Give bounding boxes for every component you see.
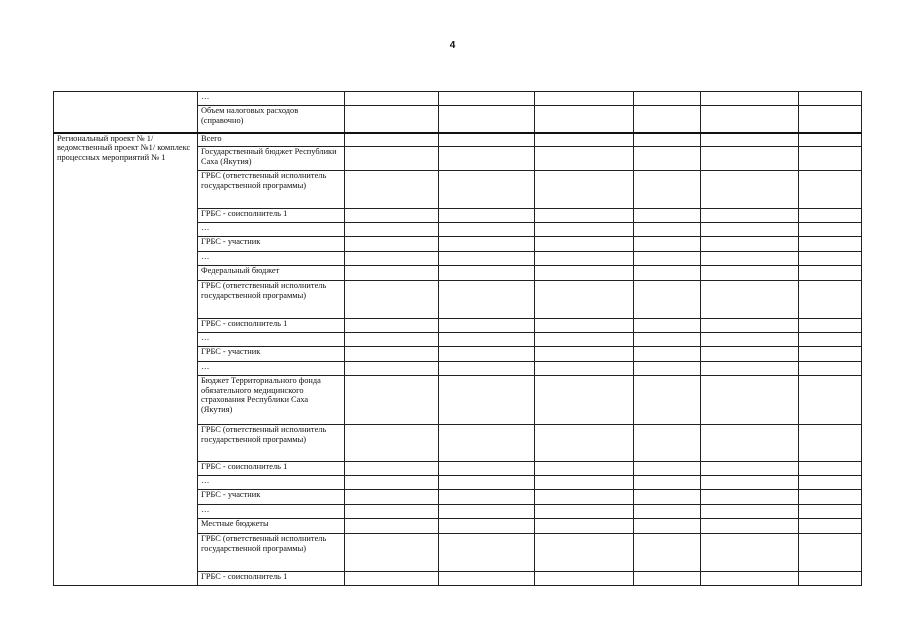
- value-cell: [799, 490, 862, 505]
- value-cell: [439, 519, 535, 534]
- row-label: ГРБС (ответственный исполнитель государственной программы): [198, 171, 345, 209]
- value-cell: [634, 362, 701, 376]
- row-label: ГРБС (ответственный исполнитель государственной программы): [198, 281, 345, 319]
- value-cell: [345, 92, 439, 106]
- value-cell: [535, 106, 634, 133]
- value-cell: [799, 266, 862, 281]
- value-cell: [799, 333, 862, 347]
- value-cell: [634, 133, 701, 147]
- value-cell: [345, 281, 439, 319]
- value-cell: [535, 362, 634, 376]
- value-cell: [535, 425, 634, 462]
- value-cell: [799, 462, 862, 476]
- value-cell: [439, 490, 535, 505]
- value-cell: [535, 476, 634, 490]
- value-cell: [345, 476, 439, 490]
- value-cell: [634, 572, 701, 586]
- value-cell: [535, 505, 634, 519]
- value-cell: [701, 106, 799, 133]
- value-cell: [439, 462, 535, 476]
- value-cell: [439, 133, 535, 147]
- value-cell: [701, 425, 799, 462]
- row-label: ГРБС - участник: [198, 237, 345, 252]
- budget-table: [53, 91, 862, 586]
- value-cell: [535, 223, 634, 237]
- value-cell: [439, 92, 535, 106]
- value-cell: [701, 362, 799, 376]
- row-label: …: [198, 362, 345, 376]
- value-cell: [345, 347, 439, 362]
- value-cell: [701, 333, 799, 347]
- value-cell: [701, 490, 799, 505]
- row-label: Объем налоговых расходов (справочно): [198, 106, 345, 133]
- value-cell: [634, 376, 701, 425]
- value-cell: [634, 490, 701, 505]
- value-cell: [345, 252, 439, 266]
- value-cell: [535, 572, 634, 586]
- row-label: Местные бюджеты: [198, 519, 345, 534]
- page-number: 4: [449, 40, 456, 51]
- value-cell: [535, 209, 634, 223]
- value-cell: [799, 534, 862, 572]
- value-cell: [799, 376, 862, 425]
- value-cell: [535, 266, 634, 281]
- value-cell: [634, 425, 701, 462]
- value-cell: [535, 519, 634, 534]
- value-cell: [345, 209, 439, 223]
- value-cell: [345, 147, 439, 171]
- value-cell: [535, 490, 634, 505]
- value-cell: [799, 572, 862, 586]
- value-cell: [634, 171, 701, 209]
- table-row: [54, 133, 862, 147]
- value-cell: [439, 319, 535, 333]
- value-cell: [345, 319, 439, 333]
- value-cell: [701, 534, 799, 572]
- value-cell: [345, 425, 439, 462]
- value-cell: [701, 133, 799, 147]
- value-cell: [345, 490, 439, 505]
- value-cell: [345, 171, 439, 209]
- value-cell: [439, 209, 535, 223]
- value-cell: [634, 147, 701, 171]
- value-cell: [634, 505, 701, 519]
- value-cell: [634, 519, 701, 534]
- value-cell: [535, 534, 634, 572]
- row-label: …: [198, 92, 345, 106]
- row-label: Бюджет Территориального фонда обязательного медицинского страхования Республики Саха (Якутия): [198, 376, 345, 425]
- value-cell: [439, 572, 535, 586]
- value-cell: [439, 252, 535, 266]
- value-cell: [439, 376, 535, 425]
- value-cell: [439, 534, 535, 572]
- value-cell: [439, 106, 535, 133]
- row-label: …: [198, 252, 345, 266]
- value-cell: [439, 266, 535, 281]
- value-cell: [799, 476, 862, 490]
- value-cell: [634, 252, 701, 266]
- value-cell: [634, 333, 701, 347]
- value-cell: [799, 147, 862, 171]
- value-cell: [799, 92, 862, 106]
- value-cell: [345, 505, 439, 519]
- value-cell: [634, 462, 701, 476]
- value-cell: [634, 347, 701, 362]
- prev-project-cell: [54, 92, 198, 133]
- row-label: Федеральный бюджет: [198, 266, 345, 281]
- value-cell: [535, 92, 634, 106]
- value-cell: [345, 237, 439, 252]
- value-cell: [439, 281, 535, 319]
- value-cell: [799, 237, 862, 252]
- value-cell: [345, 133, 439, 147]
- row-label: …: [198, 333, 345, 347]
- value-cell: [634, 223, 701, 237]
- row-label: Всего: [198, 133, 345, 147]
- value-cell: [701, 223, 799, 237]
- row-label: ГРБС - участник: [198, 490, 345, 505]
- value-cell: [701, 572, 799, 586]
- value-cell: [345, 376, 439, 425]
- value-cell: [634, 209, 701, 223]
- value-cell: [345, 223, 439, 237]
- value-cell: [439, 333, 535, 347]
- value-cell: [701, 252, 799, 266]
- row-label: ГРБС - соисполнитель 1: [198, 462, 345, 476]
- value-cell: [799, 519, 862, 534]
- value-cell: [535, 347, 634, 362]
- value-cell: [701, 147, 799, 171]
- value-cell: [439, 362, 535, 376]
- row-label: Государственный бюджет Республики Саха (Якутия): [198, 147, 345, 171]
- value-cell: [799, 347, 862, 362]
- value-cell: [701, 92, 799, 106]
- value-cell: [799, 362, 862, 376]
- value-cell: [439, 223, 535, 237]
- value-cell: [799, 223, 862, 237]
- value-cell: [535, 133, 634, 147]
- value-cell: [535, 252, 634, 266]
- value-cell: [345, 462, 439, 476]
- value-cell: [345, 333, 439, 347]
- value-cell: [701, 171, 799, 209]
- value-cell: [634, 476, 701, 490]
- value-cell: [799, 281, 862, 319]
- value-cell: [345, 572, 439, 586]
- value-cell: [345, 519, 439, 534]
- row-label: ГРБС - соисполнитель 1: [198, 572, 345, 586]
- row-label: …: [198, 505, 345, 519]
- row-label: ГРБС (ответственный исполнитель государственной программы): [198, 534, 345, 572]
- value-cell: [799, 209, 862, 223]
- value-cell: [345, 106, 439, 133]
- value-cell: [439, 237, 535, 252]
- value-cell: [439, 505, 535, 519]
- value-cell: [799, 505, 862, 519]
- value-cell: [535, 319, 634, 333]
- table-body: [54, 92, 862, 586]
- value-cell: [701, 519, 799, 534]
- value-cell: [634, 534, 701, 572]
- value-cell: [701, 237, 799, 252]
- value-cell: [439, 171, 535, 209]
- row-label: ГРБС - соисполнитель 1: [198, 319, 345, 333]
- value-cell: [701, 376, 799, 425]
- value-cell: [799, 425, 862, 462]
- value-cell: [345, 362, 439, 376]
- value-cell: [701, 505, 799, 519]
- value-cell: [701, 281, 799, 319]
- project-title-cell: Региональный проект № 1/ ведомственный проект №1/ комплекс процессных мероприятий № 1: [54, 133, 198, 586]
- value-cell: [799, 319, 862, 333]
- value-cell: [701, 347, 799, 362]
- value-cell: [701, 209, 799, 223]
- row-label: ГРБС (ответственный исполнитель государственной программы): [198, 425, 345, 462]
- table-row: [54, 92, 862, 106]
- row-label: ГРБС - участник: [198, 347, 345, 362]
- value-cell: [634, 92, 701, 106]
- value-cell: [634, 106, 701, 133]
- value-cell: [701, 476, 799, 490]
- value-cell: [701, 319, 799, 333]
- value-cell: [535, 171, 634, 209]
- value-cell: [799, 171, 862, 209]
- value-cell: [799, 252, 862, 266]
- value-cell: [634, 237, 701, 252]
- value-cell: [634, 319, 701, 333]
- value-cell: [439, 147, 535, 171]
- value-cell: [535, 237, 634, 252]
- value-cell: [701, 462, 799, 476]
- value-cell: [535, 462, 634, 476]
- value-cell: [439, 347, 535, 362]
- row-label: …: [198, 223, 345, 237]
- value-cell: [701, 266, 799, 281]
- row-label: …: [198, 476, 345, 490]
- value-cell: [345, 266, 439, 281]
- value-cell: [535, 333, 634, 347]
- row-label: ГРБС - соисполнитель 1: [198, 209, 345, 223]
- value-cell: [439, 476, 535, 490]
- value-cell: [345, 534, 439, 572]
- value-cell: [535, 376, 634, 425]
- value-cell: [535, 281, 634, 319]
- value-cell: [535, 147, 634, 171]
- value-cell: [799, 133, 862, 147]
- value-cell: [634, 281, 701, 319]
- value-cell: [799, 106, 862, 133]
- value-cell: [439, 425, 535, 462]
- value-cell: [634, 266, 701, 281]
